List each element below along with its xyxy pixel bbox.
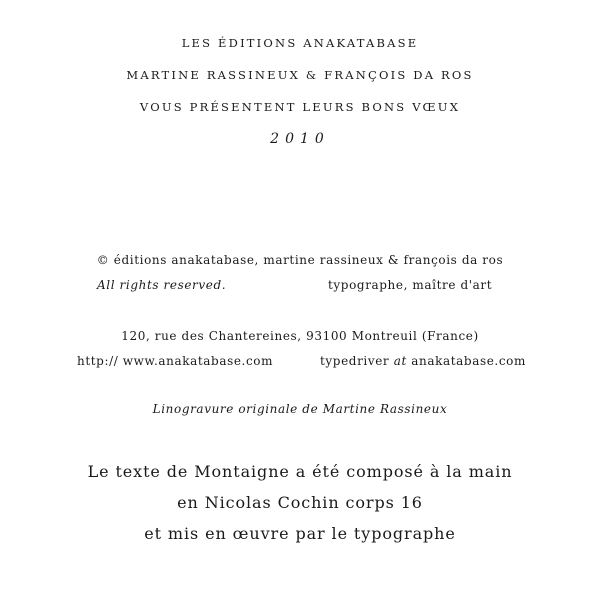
website-link[interactable]: http:// www.anakatabase.com [77,354,274,368]
illustration-credit: Linogravure originale de Martine Rassineux [152,402,448,416]
address-line: 120, rue des Chantereines, 93100 Montreuil (France) [121,329,479,343]
email-at: at [393,354,407,368]
email-user[interactable]: typedriver [320,354,390,368]
copyright-line: © éditions anakatabase, martine rassineux & françois da ros [96,253,504,267]
email-row [320,354,526,368]
rights-text: All rights reserved. [97,278,227,292]
colophon-line-2: en Nicolas Cochin corps 16 [177,493,423,512]
colophon-line-3: et mis en œuvre par le typographe [144,524,456,543]
year: 2010 [270,131,330,147]
publisher-name: LES ÉDITIONS ANAKATABASE [181,36,419,50]
website-row [77,354,273,368]
rights-row [97,278,226,292]
role-row [328,278,492,292]
greeting-line: VOUS PRÉSENTENT LEURS BONS VŒUX [139,100,461,114]
authors-line: MARTINE RASSINEUX & FRANÇOIS DA ROS [126,68,474,82]
colophon-line-1: Le texte de Montaigne a été composé à la main [87,462,513,481]
email-domain[interactable]: anakatabase.com [411,354,526,368]
role-text: typographe, maître d'art [328,278,493,292]
